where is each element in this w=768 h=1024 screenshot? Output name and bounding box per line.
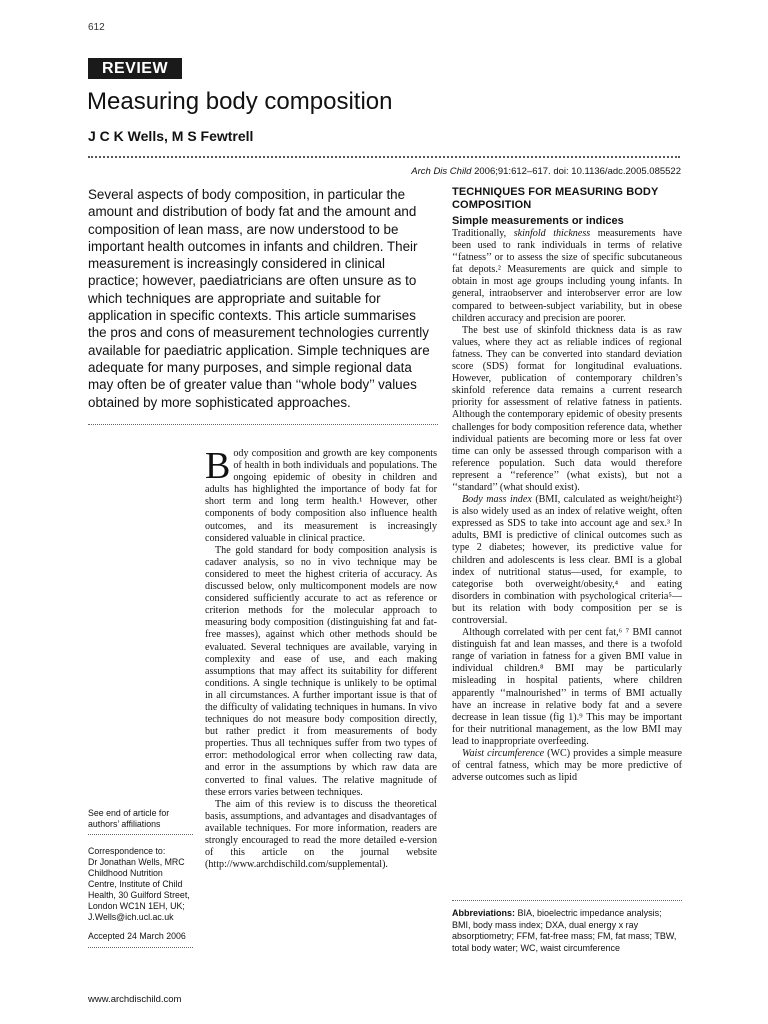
abbreviations-divider — [452, 900, 682, 901]
side-divider-1 — [88, 834, 193, 835]
article-title: Measuring body composition — [87, 88, 393, 115]
correspondence — [88, 846, 193, 923]
techniques-paragraph-3: Body mass index (BMI, calculated as weight/height²) is also widely used as an index of relative weight, often expressed as SDS to take into account age and sex.³ In adults, BMI is predictive of clinical outcomes such as type 2 diabetes; however, its predictive value for children and adolescents is less clear. BMI is a global index of nutritional status—used, for example, to categorise both overweight/obesity,⁴ and eating disorders in combination with psychological criteria⁵—but its relation with body composition per se is controversial. — [452, 494, 682, 626]
abstract: Several aspects of body composition, in particular the amount and distribution of body fat and the amount and composition of lean mass, are now understood to be important health outcomes in infants and children. Their measurement is increasingly considered in clinical practice; however, paediatricians are often unsure as to which techniques are appropriate and suitable for application in specific contexts. This article summarises the pros and cons of measurement technologies currently available for paediatric application. Simple techniques are adequate for many purposes, and simple regional data may often be of greater value than ‘‘whole body’’ values obtained by more sophisticated approaches. — [88, 187, 430, 410]
side-divider-2 — [88, 947, 193, 948]
intro-paragraph-2: The gold standard for body composition analysis is cadaver analysis, so no in vivo technique may be considered to meet the highest criteria of accuracy. As discussed below, only multicomponent models are now considered sufficiently accurate to act as reference or criterion methods for the molecular approach to measuring body composition (distinguishing fat and fat-free masses), against which other methods should be evaluated. Several techniques are available, varying in complexity and ease of use, and each making assumptions that may affect its suitability for different conditions. A single technique is unlikely to be optimal in all circumstances. A further important issue is that of the difficulty of validating techniques in humans. In vivo techniques do not measure body composition directly, but rather predict it from measurements of body properties. Thus all techniques suffer from two types of error: methodological error when collecting raw data, and error in the assumptions by which raw data are converted to final values. The relative magnitude of these errors varies between techniques. — [205, 544, 437, 798]
authors: J C K Wells, M S Fewtrell — [88, 128, 254, 144]
accepted-date: Accepted 24 March 2006 — [88, 931, 186, 941]
intro-paragraph-3: The aim of this review is to discuss the theoretical basis, assumptions, and advantages and disadvantages of available techniques. For more information, readers are strongly encouraged to read the more detailed e-version of this article on the journal website (http://www.archdischild.com/supplemental). — [205, 798, 437, 871]
techniques-paragraph-1: Traditionally, skinfold thickness measurements have been used to rank individuals in terms of relative ‘‘fatness’’ or to assess the size of specific subcutaneous fat depots.² Measurements are quick and simple to obtain in most age groups including young infants. In general, intraobserver and interobserver error are low compared to between-subject variability, but in obese children accuracy and precision are poorer. — [452, 228, 682, 324]
intro-paragraph-1: Body composition and growth are key components of health in both individuals and populations. The ongoing epidemic of obesity in children and adults has highlighted the importance of body fat for short term and long term health.¹ However, other components of body composition also influence health outcomes, and its measurement is increasingly considered valuable in clinical practice. — [205, 445, 437, 544]
title-divider — [88, 156, 680, 158]
techniques-paragraph-5: Waist circumference (WC) provides a simple measure of central fatness, which may be more predictive of adverse outcomes such as lipid — [452, 748, 682, 784]
page-number: 612 — [88, 22, 105, 33]
techniques-paragraph-4: Although correlated with per cent fat,⁶ ⁷ BMI cannot distinguish fat and lean masses, and there is a twofold range of variation in fatness for a given BMI value in individual children.⁸ BMI may be particularly misleading in hospital patients, where children apparently ‘‘malnourished’’ in terms of BMI actually have an increase in relative body fat and a severe decrease in lean tissue (fig 1).⁹ This may be important for their nutritional management, as the low BMI may lead to inappropriate overfeeding. — [452, 627, 682, 747]
affiliations-note: See end of article for authors’ affiliations — [88, 808, 170, 829]
drop-cap: B — [205, 445, 231, 487]
abbreviations-text: BIA, bioelectric impedance analysis; BMI, body mass index; DXA, dual energy x ray absorptiometry; FFM, fat-free mass; FM, fat mass; TBW, total body water; WC, waist circumference — [452, 908, 677, 953]
correspondence-label: Correspondence to: — [88, 846, 166, 856]
techniques-body — [452, 228, 682, 784]
abbreviations — [452, 908, 682, 954]
footer-url[interactable]: www.archdischild.com — [88, 994, 182, 1005]
subsection-heading: Simple measurements or indices — [452, 215, 624, 227]
introduction — [205, 445, 437, 871]
citation-details: 2006;91:612–617. doi: 10.1136/adc.2005.085522 — [474, 166, 681, 177]
journal-name: Arch Dis Child — [411, 166, 472, 177]
section-tag: REVIEW — [88, 58, 182, 79]
abbreviations-label: Abbreviations: — [452, 908, 516, 918]
techniques-section — [452, 186, 682, 784]
correspondence-address: Dr Jonathan Wells, MRC Childhood Nutrition Centre, Institute of Child Health, 30 Guilford Street, London WC1N 1EH, UK; J.Wells@ich.ucl.ac.uk — [88, 857, 190, 922]
techniques-paragraph-2: The best use of skinfold thickness data is as raw values, where they act as reliable indices of regional fatness. They can be converted into standard deviation score (SDS) format for longitudinal evaluations. However, publication of contemporary children’s skinfold reference data remains a current research priority for assessment of relative fatness in patients. Although the contemporary epidemic of obesity presents challenges for body composition reference data, whether individual patients are becoming more or less fat over time can only be assessed through comparison with a reference population. Such data would therefore represent a ‘‘reference’’ (what exists), but not a ‘‘standard’’ (what should exist). — [452, 324, 682, 493]
citation — [411, 166, 681, 177]
section-heading: TECHNIQUES FOR MEASURING BODY COMPOSITION — [452, 186, 659, 211]
abstract-divider — [88, 424, 438, 425]
